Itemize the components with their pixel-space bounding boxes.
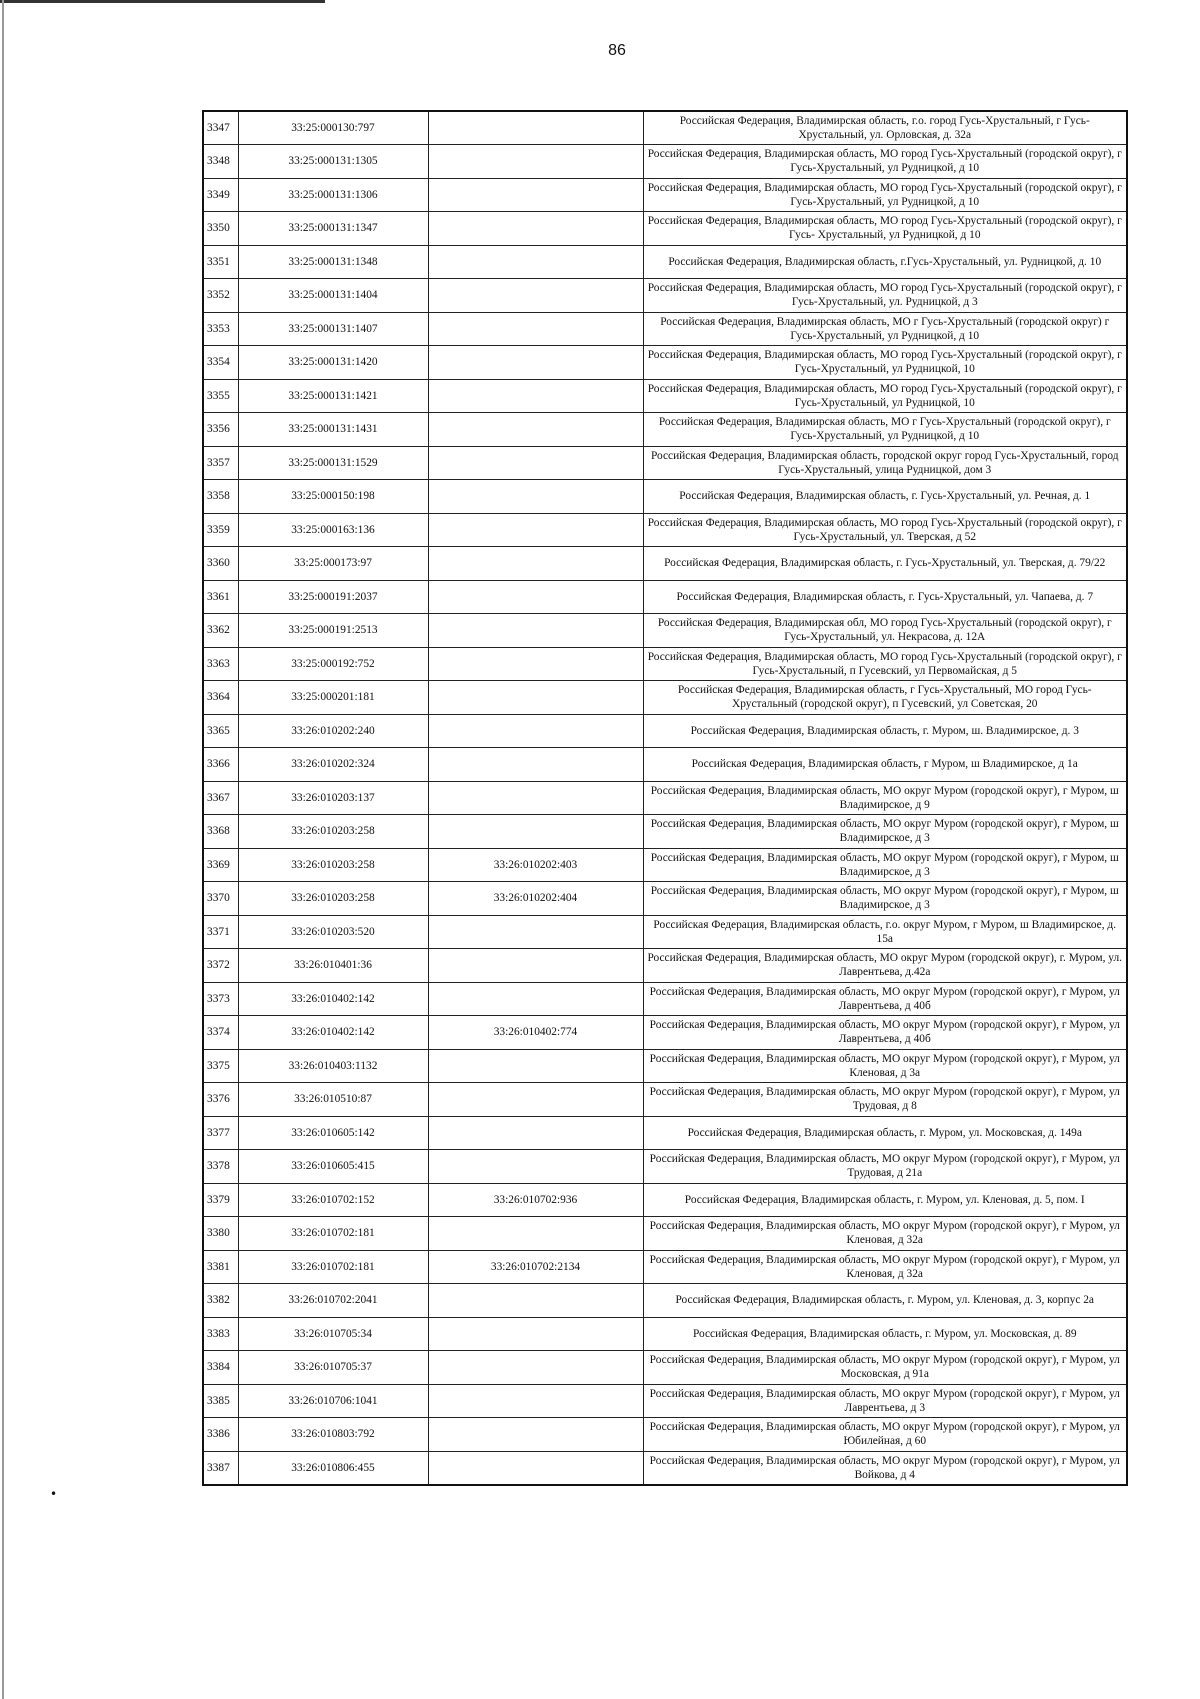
- scan-edge-top: [0, 0, 325, 3]
- related-cadastral-number: [428, 547, 643, 581]
- related-cadastral-number: [428, 1083, 643, 1117]
- cadastral-number: 33:25:000191:2037: [238, 580, 428, 614]
- cadastral-number: 33:25:000192:752: [238, 647, 428, 681]
- address: Российская Федерация, Владимирская область, МО город Гусь-Хрустальный (городской округ), г Гусь-Хрустальный, ул Рудницкой, д 10: [643, 178, 1127, 212]
- cadastral-number: 33:26:010806:455: [238, 1451, 428, 1485]
- table-row: [203, 1016, 1127, 1050]
- address: Российская Федерация, Владимирская область, МО округ Муром (городской округ), г Муром, ул Кленовая, д 32а: [643, 1217, 1127, 1251]
- row-number: 3348: [203, 145, 238, 179]
- cadastral-number: 33:26:010706:1041: [238, 1384, 428, 1418]
- cadastral-number: 33:26:010510:87: [238, 1083, 428, 1117]
- related-cadastral-number: [428, 212, 643, 246]
- cadastral-number: 33:25:000131:1347: [238, 212, 428, 246]
- table-row: [203, 1217, 1127, 1251]
- address: Российская Федерация, Владимирская область, МО округ Муром (городской округ), г Муром, ул Московская, д 91а: [643, 1351, 1127, 1385]
- related-cadastral-number: [428, 379, 643, 413]
- row-number: 3368: [203, 815, 238, 849]
- table-row: [203, 1351, 1127, 1385]
- cadastral-number: 33:26:010202:324: [238, 748, 428, 782]
- cadastral-number: 33:25:000163:136: [238, 513, 428, 547]
- table-row: [203, 245, 1127, 279]
- related-cadastral-number: [428, 1116, 643, 1150]
- related-cadastral-number: [428, 681, 643, 715]
- row-number: 3387: [203, 1451, 238, 1485]
- row-number: 3371: [203, 915, 238, 949]
- address: Российская Федерация, Владимирская область, МО округ Муром (городской округ), г Муром, ул Трудовая, д 8: [643, 1083, 1127, 1117]
- row-number: 3356: [203, 413, 238, 447]
- related-cadastral-number: [428, 245, 643, 279]
- cadastral-number: 33:26:010203:137: [238, 781, 428, 815]
- table-row: [203, 815, 1127, 849]
- address: Российская Федерация, Владимирская область, г. Муром, ш. Владимирское, д. 3: [643, 714, 1127, 748]
- cadastral-number: 33:26:010605:142: [238, 1116, 428, 1150]
- address: Российская Федерация, Владимирская область, МО округ Муром (городской округ), г Муром, ш Владимирское, д 3: [643, 815, 1127, 849]
- related-cadastral-number: [428, 178, 643, 212]
- related-cadastral-number: [428, 1351, 643, 1385]
- address: Российская Федерация, Владимирская обл, МО город Гусь-Хрустальный (городской округ), г Гусь-Хрустальный, ул. Некрасова, д. 12А: [643, 614, 1127, 648]
- related-cadastral-number: [428, 1418, 643, 1452]
- address: Российская Федерация, Владимирская область, МО округ Муром (городской округ), г Муром, ул Трудовая, д 21а: [643, 1150, 1127, 1184]
- row-number: 3361: [203, 580, 238, 614]
- related-cadastral-number: [428, 1384, 643, 1418]
- table-row: [203, 781, 1127, 815]
- cadastral-number: 33:26:010702:2041: [238, 1284, 428, 1318]
- row-number: 3357: [203, 446, 238, 480]
- related-cadastral-number: 33:26:010702:936: [428, 1183, 643, 1217]
- table-row: [203, 647, 1127, 681]
- table-row: [203, 413, 1127, 447]
- cadastral-number: 33:25:000130:797: [238, 111, 428, 145]
- related-cadastral-number: [428, 480, 643, 514]
- cadastral-number: 33:26:010402:142: [238, 982, 428, 1016]
- row-number: 3365: [203, 714, 238, 748]
- cadastral-number: 33:26:010203:258: [238, 848, 428, 882]
- row-number: 3376: [203, 1083, 238, 1117]
- row-number: 3367: [203, 781, 238, 815]
- table-row: [203, 614, 1127, 648]
- address: Российская Федерация, Владимирская область, МО город Гусь-Хрустальный (городской округ), г Гусь-Хрустальный, ул Рудницкой, 10: [643, 379, 1127, 413]
- address: Российская Федерация, Владимирская область, г. Муром, ул. Московская, д. 89: [643, 1317, 1127, 1351]
- cadastral-number: 33:26:010705:37: [238, 1351, 428, 1385]
- cadastral-number: 33:26:010705:34: [238, 1317, 428, 1351]
- address: Российская Федерация, Владимирская область, г.Гусь-Хрустальный, ул. Рудницкой, д. 10: [643, 245, 1127, 279]
- related-cadastral-number: [428, 949, 643, 983]
- address: Российская Федерация, Владимирская область, г Муром, ш Владимирское, д 1а: [643, 748, 1127, 782]
- cadastral-number: 33:26:010402:142: [238, 1016, 428, 1050]
- cadastral-number: 33:25:000191:2513: [238, 614, 428, 648]
- related-cadastral-number: [428, 915, 643, 949]
- address: Российская Федерация, Владимирская область, МО г Гусь-Хрустальный (городской округ) г Гусь-Хрустальный, ул Рудницкой, д 10: [643, 312, 1127, 346]
- related-cadastral-number: 33:26:010702:2134: [428, 1250, 643, 1284]
- table-row: [203, 915, 1127, 949]
- related-cadastral-number: [428, 1451, 643, 1485]
- address: Российская Федерация, Владимирская область, МО округ Муром (городской округ), г. Муром, ул. Лаврентьева, д.42а: [643, 949, 1127, 983]
- cadastral-number: 33:26:010702:181: [238, 1217, 428, 1251]
- table-row: [203, 1183, 1127, 1217]
- row-number: 3381: [203, 1250, 238, 1284]
- row-number: 3364: [203, 681, 238, 715]
- row-number: 3369: [203, 848, 238, 882]
- row-number: 3366: [203, 748, 238, 782]
- table-row: [203, 547, 1127, 581]
- row-number: 3360: [203, 547, 238, 581]
- address: Российская Федерация, Владимирская область, МО город Гусь-Хрустальный (городской округ), г Гусь- Хрустальный, ул Рудницкой, д 10: [643, 212, 1127, 246]
- address: Российская Федерация, Владимирская область, МО округ Муром (городской округ), г Муром, ул Юбилейная, д 60: [643, 1418, 1127, 1452]
- cadastral-number: 33:26:010202:240: [238, 714, 428, 748]
- row-number: 3353: [203, 312, 238, 346]
- address: Российская Федерация, Владимирская область, МО округ Муром (городской округ), г Муром, ул Кленовая, д 32а: [643, 1250, 1127, 1284]
- related-cadastral-number: [428, 781, 643, 815]
- related-cadastral-number: 33:26:010202:404: [428, 882, 643, 916]
- row-number: 3372: [203, 949, 238, 983]
- row-number: 3354: [203, 346, 238, 380]
- related-cadastral-number: 33:26:010202:403: [428, 848, 643, 882]
- row-number: 3347: [203, 111, 238, 145]
- table-row: [203, 714, 1127, 748]
- related-cadastral-number: [428, 446, 643, 480]
- register-table-body: [203, 111, 1127, 1485]
- address: Российская Федерация, Владимирская область, МО город Гусь-Хрустальный (городской округ), г Гусь-Хрустальный, ул. Рудницкой, д 3: [643, 279, 1127, 313]
- address: Российская Федерация, Владимирская область, МО округ Муром (городской округ), г Муром, ш Владимирское, д 3: [643, 882, 1127, 916]
- table-row: [203, 212, 1127, 246]
- row-number: 3384: [203, 1351, 238, 1385]
- cadastral-number: 33:26:010203:258: [238, 815, 428, 849]
- related-cadastral-number: [428, 1049, 643, 1083]
- cadastral-number: 33:25:000131:1431: [238, 413, 428, 447]
- address: Российская Федерация, Владимирская область, г. Муром, ул. Кленовая, д. 3, корпус 2а: [643, 1284, 1127, 1318]
- stray-dot-mark: •: [50, 1487, 58, 1501]
- address: Российская Федерация, Владимирская область, МО округ Муром (городской округ), г Муром, ул Лаврентьева, д 40б: [643, 1016, 1127, 1050]
- address: Российская Федерация, Владимирская область, МО округ Муром (городской округ), г Муром, ш Владимирское, д 3: [643, 848, 1127, 882]
- table-row: [203, 1250, 1127, 1284]
- related-cadastral-number: [428, 513, 643, 547]
- table-row: [203, 1150, 1127, 1184]
- row-number: 3355: [203, 379, 238, 413]
- table-row: [203, 145, 1127, 179]
- cadastral-number: 33:25:000131:1420: [238, 346, 428, 380]
- address: Российская Федерация, Владимирская область, г.о. город Гусь-Хрустальный, г Гусь-Хрустальный, ул. Орловская, д. 32а: [643, 111, 1127, 145]
- address: Российская Федерация, Владимирская область, г Гусь-Хрустальный, МО город Гусь-Хрустальный (городской округ), п Гусевский, ул Советская, 20: [643, 681, 1127, 715]
- cadastral-number: 33:25:000131:1529: [238, 446, 428, 480]
- table-row: [203, 513, 1127, 547]
- related-cadastral-number: [428, 647, 643, 681]
- row-number: 3359: [203, 513, 238, 547]
- related-cadastral-number: [428, 279, 643, 313]
- address: Российская Федерация, Владимирская область, городской округ город Гусь-Хрустальный, город Гусь-Хрустальный, улица Рудницкой, дом 3: [643, 446, 1127, 480]
- row-number: 3382: [203, 1284, 238, 1318]
- table-row: [203, 982, 1127, 1016]
- cadastral-number: 33:25:000131:1348: [238, 245, 428, 279]
- table-row: [203, 1083, 1127, 1117]
- row-number: 3370: [203, 882, 238, 916]
- row-number: 3363: [203, 647, 238, 681]
- address: Российская Федерация, Владимирская область, г. Муром, ул. Кленовая, д. 5, пом. I: [643, 1183, 1127, 1217]
- table-row: [203, 882, 1127, 916]
- related-cadastral-number: [428, 748, 643, 782]
- table-row: [203, 1116, 1127, 1150]
- cadastral-number: 33:26:010702:152: [238, 1183, 428, 1217]
- address: Российская Федерация, Владимирская область, МО г Гусь-Хрустальный (городской округ), г Гусь-Хрустальный, ул Рудницкой, д 10: [643, 413, 1127, 447]
- cadastral-number: 33:26:010403:1132: [238, 1049, 428, 1083]
- related-cadastral-number: [428, 1150, 643, 1184]
- row-number: 3377: [203, 1116, 238, 1150]
- related-cadastral-number: [428, 312, 643, 346]
- row-number: 3374: [203, 1016, 238, 1050]
- table-row: [203, 1317, 1127, 1351]
- row-number: 3362: [203, 614, 238, 648]
- row-number: 3383: [203, 1317, 238, 1351]
- row-number: 3373: [203, 982, 238, 1016]
- address: Российская Федерация, Владимирская область, г. Гусь-Хрустальный, ул. Тверская, д. 79/22: [643, 547, 1127, 581]
- related-cadastral-number: [428, 815, 643, 849]
- address: Российская Федерация, Владимирская область, МО город Гусь-Хрустальный (городской округ), г Гусь-Хрустальный, п Гусевский, ул Первомайская, д 5: [643, 647, 1127, 681]
- address: Российская Федерация, Владимирская область, МО округ Муром (городской округ), г Муром, ул Войкова, д 4: [643, 1451, 1127, 1485]
- address: Российская Федерация, Владимирская область, г.о. округ Муром, г Муром, ш Владимирское, д. 15а: [643, 915, 1127, 949]
- row-number: 3379: [203, 1183, 238, 1217]
- row-number: 3386: [203, 1418, 238, 1452]
- table-row: [203, 1049, 1127, 1083]
- cadastral-number: 33:25:000131:1404: [238, 279, 428, 313]
- row-number: 3380: [203, 1217, 238, 1251]
- cadastral-number: 33:26:010702:181: [238, 1250, 428, 1284]
- table-row: [203, 1384, 1127, 1418]
- related-cadastral-number: [428, 1217, 643, 1251]
- related-cadastral-number: [428, 580, 643, 614]
- related-cadastral-number: [428, 1317, 643, 1351]
- table-row: [203, 178, 1127, 212]
- row-number: 3352: [203, 279, 238, 313]
- cadastral-number: 33:25:000131:1305: [238, 145, 428, 179]
- table-row: [203, 1418, 1127, 1452]
- related-cadastral-number: [428, 1284, 643, 1318]
- address: Российская Федерация, Владимирская область, МО округ Муром (городской округ), г Муром, ул Лаврентьева, д 3: [643, 1384, 1127, 1418]
- address: Российская Федерация, Владимирская область, г. Гусь-Хрустальный, ул. Речная, д. 1: [643, 480, 1127, 514]
- related-cadastral-number: [428, 714, 643, 748]
- table-row: [203, 480, 1127, 514]
- cadastral-number: 33:26:010203:258: [238, 882, 428, 916]
- related-cadastral-number: [428, 111, 643, 145]
- cadastral-number: 33:26:010203:520: [238, 915, 428, 949]
- address: Российская Федерация, Владимирская область, г. Гусь-Хрустальный, ул. Чапаева, д. 7: [643, 580, 1127, 614]
- row-number: 3378: [203, 1150, 238, 1184]
- table-row: [203, 1284, 1127, 1318]
- related-cadastral-number: [428, 614, 643, 648]
- table-row: [203, 446, 1127, 480]
- table-row: [203, 346, 1127, 380]
- row-number: 3349: [203, 178, 238, 212]
- address: Российская Федерация, Владимирская область, МО округ Муром (городской округ), г Муром, ул Лаврентьева, д 40б: [643, 982, 1127, 1016]
- cadastral-number: 33:26:010803:792: [238, 1418, 428, 1452]
- table-row: [203, 848, 1127, 882]
- address: Российская Федерация, Владимирская область, МО город Гусь-Хрустальный (городской округ), г Гусь-Хрустальный, ул Рудницкой, 10: [643, 346, 1127, 380]
- page-number: 86: [608, 42, 626, 59]
- register-table: [202, 110, 1128, 1486]
- cadastral-number: 33:25:000131:1407: [238, 312, 428, 346]
- table-row: [203, 312, 1127, 346]
- cadastral-number: 33:25:000150:198: [238, 480, 428, 514]
- table-row: [203, 1451, 1127, 1485]
- table-row: [203, 681, 1127, 715]
- address: Российская Федерация, Владимирская область, г. Муром, ул. Московская, д. 149а: [643, 1116, 1127, 1150]
- related-cadastral-number: [428, 413, 643, 447]
- cadastral-number: 33:25:000173:97: [238, 547, 428, 581]
- address: Российская Федерация, Владимирская область, МО город Гусь-Хрустальный (городской округ), г Гусь-Хрустальный, ул. Тверская, д 52: [643, 513, 1127, 547]
- row-number: 3375: [203, 1049, 238, 1083]
- cadastral-number: 33:26:010605:415: [238, 1150, 428, 1184]
- scan-edge-left: [2, 0, 4, 1699]
- table-row: [203, 111, 1127, 145]
- related-cadastral-number: [428, 346, 643, 380]
- table-row: [203, 748, 1127, 782]
- cadastral-number: 33:25:000131:1421: [238, 379, 428, 413]
- address: Российская Федерация, Владимирская область, МО округ Муром (городской округ), г Муром, ш Владимирское, д 9: [643, 781, 1127, 815]
- row-number: 3358: [203, 480, 238, 514]
- related-cadastral-number: 33:26:010402:774: [428, 1016, 643, 1050]
- address: Российская Федерация, Владимирская область, МО город Гусь-Хрустальный (городской округ), г Гусь-Хрустальный, ул Рудницкой, д 10: [643, 145, 1127, 179]
- row-number: 3350: [203, 212, 238, 246]
- row-number: 3351: [203, 245, 238, 279]
- table-row: [203, 580, 1127, 614]
- related-cadastral-number: [428, 145, 643, 179]
- address: Российская Федерация, Владимирская область, МО округ Муром (городской округ), г Муром, ул Кленовая, д 3а: [643, 1049, 1127, 1083]
- related-cadastral-number: [428, 982, 643, 1016]
- table-row: [203, 379, 1127, 413]
- table-row: [203, 949, 1127, 983]
- cadastral-number: 33:25:000131:1306: [238, 178, 428, 212]
- cadastral-number: 33:25:000201:181: [238, 681, 428, 715]
- table-row: [203, 279, 1127, 313]
- cadastral-number: 33:26:010401:36: [238, 949, 428, 983]
- row-number: 3385: [203, 1384, 238, 1418]
